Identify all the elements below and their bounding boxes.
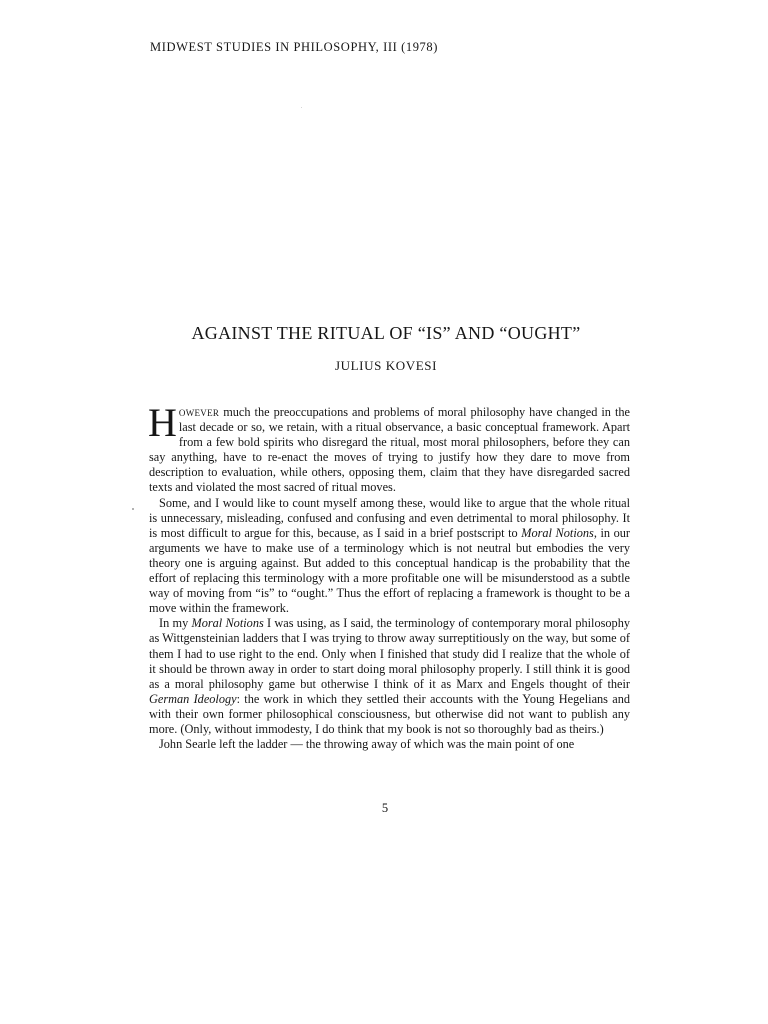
paragraph-3-text-a: In my — [159, 616, 192, 631]
book-title-german-ideology: German Ideology — [149, 691, 237, 706]
author-name: JULIUS KOVESI — [334, 358, 438, 373]
paragraph-2 — [149, 496, 630, 617]
running-head: MIDWEST STUDIES IN PHILOSOPHY, III (1978) — [150, 40, 439, 54]
book-title-moral-notions-2: Moral Notions — [191, 616, 264, 631]
paragraph-3-text-b: I was using, as I said, the terminology of contemporary moral philosophy as Wittgensteinian ladders that I was trying to throw away surreptitiously on the way, but some of them I had to use right to the end. Only when I finished that study did I realize that the whole of it should be thrown away in order to start doing moral philosophy properly. I still think it is good as a moral philosophy game but otherwise I think of it as Marx and Engels thought of their — [149, 616, 630, 691]
opening-small-caps: owever — [178, 405, 220, 419]
article-title: AGAINST THE RITUAL OF “IS” AND “OUGHT” — [191, 323, 581, 343]
paragraph-3 — [149, 616, 630, 737]
paragraph-2-text-b: , in our arguments we have to make use of a terminology which is not neutral but embodies the very theory one is arguing against. But added to this conceptual handicap is the probability that the effort of replacing this terminology with a more profitable one will be misunderstood as a subtle way of moving from “is” to “ought.” Thus the effort of replacing a framework is thought to be a move within the framework. — [149, 525, 631, 616]
paragraph-1 — [148, 400, 630, 496]
scan-speck — [132, 508, 134, 510]
scan-speck — [301, 107, 302, 108]
article-body — [148, 400, 631, 752]
paragraph-4-text: John Searle left the ladder — the throwing away of which was the main point of one — [159, 737, 575, 752]
drop-cap: H — [148, 400, 177, 445]
paragraph-2-text-a: Some, and I would like to count myself among these, would like to argue that the whole ritual is unnecessary, misleading, confused and confusing and even detrimental to moral philosophy. It is most difficult to argue for this, because, as I said in a brief postscript to — [149, 495, 630, 540]
page-number: 5 — [381, 801, 389, 815]
paragraph-4 — [149, 737, 630, 752]
book-title-moral-notions: Moral Notions — [521, 525, 594, 540]
paragraph-3-text-c: : the work in which they settled their accounts with the Young Hegelians and with their own former philosophical consciousness, but otherwise did not want to publish any more. (Only, without immodesty, I do think that my book is not so thoroughly bad as theirs.) — [149, 691, 630, 736]
paragraph-1-text: much the preoccupations and problems of moral philosophy have changed in the last decade or so, we retain, with a ritual observance, a basic conceptual framework. Apart from a few bold spirits who disregard the ritual, most moral philosophers, before they can say anything, have to re-enact the moves of trying to justify how they dare to move from description to evaluation, while others, opposing them, claim that they have disregarded sacred texts and violated the most sacred of ritual moves. — [149, 405, 630, 495]
